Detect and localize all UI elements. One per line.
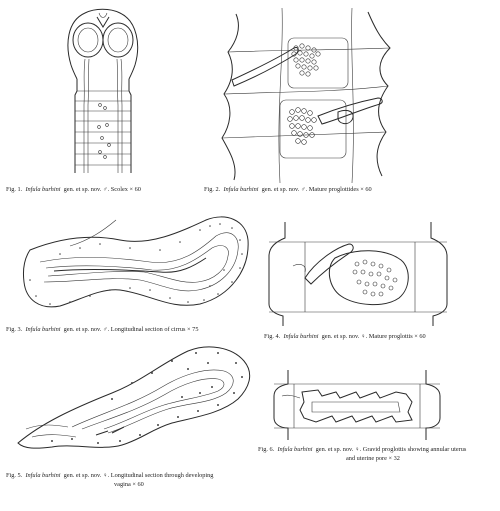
- figure-3-caption: Fig. 3. Infula burhini gen. et sp. nov. ♂. Longitudinal section of cirrus × 75: [6, 326, 199, 333]
- figure-3-cirrus-section-drawing: [20, 210, 250, 314]
- figure-2-mature-proglottides-drawing: [218, 8, 398, 183]
- figure-4-caption: Fig. 4. Infula burhini gen. et sp. nov. ♀. Mature proglottis × 60: [264, 333, 426, 340]
- figure-1-caption: Fig. 1. Infula burhini gen. et sp. nov. ♂. Scolex × 60: [6, 186, 141, 193]
- figure-5-caption: Fig. 5. Infula burhini gen. et sp. nov. ♀. Longitudinal section through developing: [6, 472, 214, 479]
- figure-6-gravid-proglottis-drawing: [268, 368, 446, 440]
- figure-4-mature-proglottis-drawing: [265, 218, 450, 326]
- figure-2-caption: Fig. 2. Infula burhini gen. et sp. nov. ♂. Mature proglottides × 60: [204, 186, 372, 193]
- figure-6-caption: Fig. 6. Infula burhini gen. et sp. nov. ♀. Gravid proglottis showing annular uterus: [258, 446, 467, 453]
- figure-5-caption-line2: vagina × 60: [114, 481, 144, 488]
- figure-1-scolex-drawing: [55, 5, 150, 183]
- figure-5-vagina-section-drawing: [12, 343, 254, 453]
- figure-6-caption-line2: and uterine pore × 32: [346, 455, 400, 462]
